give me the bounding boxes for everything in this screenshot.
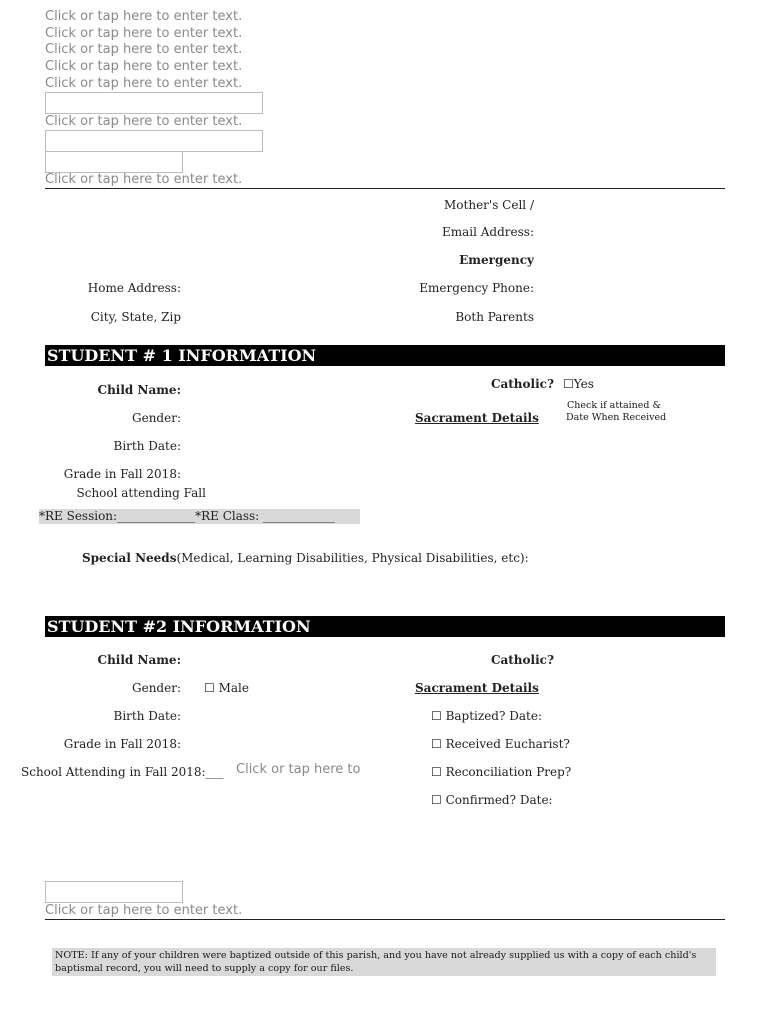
text-field-placeholder[interactable]: Click or tap here to enter text. — [45, 114, 243, 129]
text-field-placeholder[interactable]: Click or tap here to enter text. — [45, 9, 243, 24]
baptized-checkbox[interactable]: ☐ Baptized? Date: — [431, 709, 542, 723]
text-field-placeholder[interactable]: Click or tap here to enter text. — [45, 172, 243, 187]
empty-text-box[interactable] — [45, 151, 183, 173]
catholic-label: Catholic? — [490, 653, 554, 667]
text-field-placeholder[interactable]: Click or tap here to enter text. — [45, 59, 243, 74]
gender-label: Gender: — [132, 681, 181, 695]
re-session-class-field[interactable]: *RE Session:_____________*RE Class: ____________ — [39, 509, 360, 524]
special-needs-bold: Special Needs — [82, 551, 177, 565]
reconciliation-prep-checkbox[interactable]: ☐ Reconciliation Prep? — [431, 765, 572, 779]
grade-label: Grade in Fall 2018: — [63, 467, 181, 481]
catholic-label: Catholic? — [490, 377, 554, 391]
child-name-label: Child Name: — [97, 653, 181, 667]
section-divider — [45, 919, 725, 920]
sacrament-details-heading: Sacrament Details — [415, 681, 539, 695]
text-field-placeholder[interactable]: Click or tap here to enter text. — [45, 26, 243, 41]
special-needs-label — [82, 551, 529, 565]
both-parents-label: Both Parents — [455, 310, 534, 324]
mother-cell-label: Mother's Cell / — [444, 198, 534, 212]
birth-date-label: Birth Date: — [113, 439, 181, 453]
confirmed-checkbox[interactable]: ☐ Confirmed? Date: — [431, 793, 553, 807]
text-field-placeholder[interactable]: Click or tap here to enter text. — [45, 903, 243, 918]
student1-header: STUDENT # 1 INFORMATION — [45, 345, 725, 366]
school-attending-input[interactable]: Click or tap here to — [236, 762, 361, 777]
gender-label: Gender: — [132, 411, 181, 425]
empty-text-box[interactable] — [45, 130, 263, 152]
empty-text-box[interactable] — [45, 881, 183, 903]
city-state-zip-label: City, State, Zip — [90, 310, 181, 324]
text-field-placeholder[interactable]: Click or tap here to enter text. — [45, 42, 243, 57]
grade-label: Grade in Fall 2018: — [63, 737, 181, 751]
check-note-line-2: Date When Received — [566, 412, 667, 423]
school-attending-label: School attending Fall — [76, 486, 206, 500]
home-address-label: Home Address: — [87, 281, 181, 295]
text-field-placeholder[interactable]: Click or tap here to enter text. — [45, 76, 243, 91]
section-divider — [45, 188, 725, 189]
school-attending-label: School Attending in Fall 2018:___ — [21, 765, 224, 779]
baptismal-record-note: NOTE: If any of your children were baptized outside of this parish, and you have not already supplied us with a copy of each child's baptismal record, you will need to supply a copy for our files. — [52, 948, 716, 976]
child-name-label: Child Name: — [97, 383, 181, 397]
catholic-yes-checkbox[interactable]: ☐Yes — [563, 377, 594, 391]
empty-text-box[interactable] — [45, 92, 263, 114]
emergency-phone-label: Emergency Phone: — [419, 281, 534, 295]
email-label: Email Address: — [441, 225, 534, 239]
special-needs-description: (Medical, Learning Disabilities, Physical Disabilities, etc): — [176, 551, 529, 565]
student2-header: STUDENT #2 INFORMATION — [45, 616, 725, 637]
emergency-contact-label: Emergency — [459, 253, 534, 267]
received-eucharist-checkbox[interactable]: ☐ Received Eucharist? — [431, 737, 570, 751]
check-note-line-1: Check if attained & — [567, 400, 661, 411]
sacrament-details-heading: Sacrament Details — [415, 411, 539, 425]
birth-date-label: Birth Date: — [113, 709, 181, 723]
male-checkbox[interactable]: ☐ Male — [204, 681, 249, 695]
